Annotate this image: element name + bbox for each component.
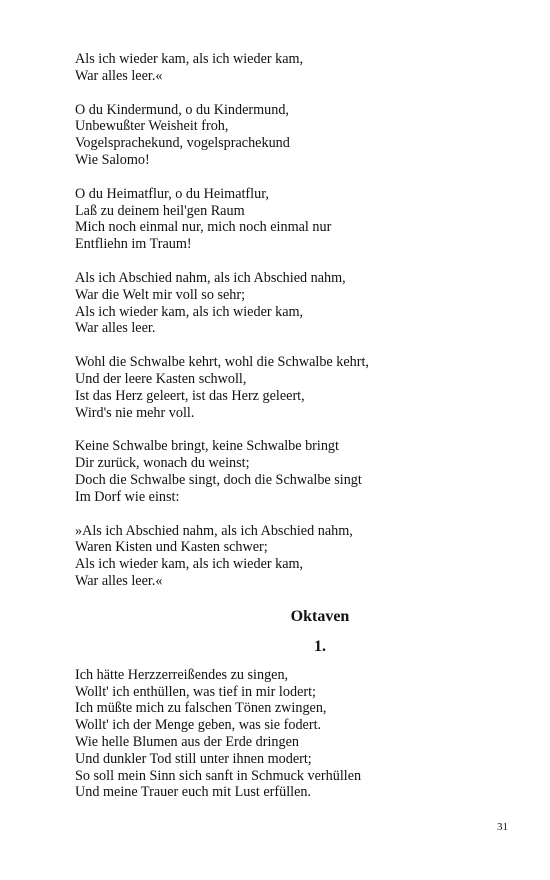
verse-line: O du Kindermund, o du Kindermund, [75, 101, 289, 118]
verse-line: Ich müßte mich zu falschen Tönen zwingen, [75, 700, 327, 717]
verse-line: Wie helle Blumen aus der Erde dringen [75, 733, 299, 750]
stanza [75, 354, 495, 421]
stanza [75, 51, 495, 85]
stanza [75, 523, 495, 590]
stanza [75, 438, 495, 505]
verse-line: Wohl die Schwalbe kehrt, wohl die Schwalbe kehrt, [75, 354, 369, 371]
verse-line: Als ich wieder kam, als ich wieder kam, [75, 51, 304, 67]
verse-line: Unbewußter Weisheit froh, [75, 118, 229, 135]
verse-line: Als ich wieder kam, als ich wieder kam, [75, 556, 304, 573]
verse-line: Ist das Herz geleert, ist das Herz geleert, [75, 387, 305, 404]
stanza [75, 102, 495, 169]
verse-line: Vogelsprachekund, vogelsprachekund [75, 135, 290, 152]
verse-line: Wollt' ich enthüllen, was tief in mir lodert; [75, 683, 316, 700]
verse-line: »Als ich Abschied nahm, als ich Abschied nahm, [75, 522, 353, 539]
verse-line: Waren Kisten und Kasten schwer; [75, 539, 268, 556]
section-number: 1. [314, 637, 326, 655]
verse-line: So soll mein Sinn sich sanft in Schmuck verhüllen [75, 767, 362, 784]
verse-line: Wie Salomo! [75, 151, 150, 168]
verse-line: Dir zurück, wonach du weinst; [75, 455, 250, 472]
page-number: 31 [497, 821, 508, 833]
verse-line: Wollt' ich der Menge geben, was sie fodert. [75, 717, 322, 734]
verse-line: War alles leer.« [75, 67, 163, 84]
verse-line: Im Dorf wie einst: [75, 488, 180, 505]
verse-line: Als ich wieder kam, als ich wieder kam, [75, 303, 304, 320]
stanza [75, 270, 495, 337]
verse-line: War alles leer.« [75, 572, 163, 589]
verse-line: Mich noch einmal nur, mich noch einmal nur [75, 219, 332, 236]
verse-line: Keine Schwalbe bringt, keine Schwalbe bringt [75, 438, 339, 455]
verse-line: Und dunkler Tod still unter ihnen modert; [75, 750, 312, 767]
verse-line: Doch die Schwalbe singt, doch die Schwalbe singt [75, 471, 362, 488]
verse-line: Entfliehn im Traum! [75, 236, 192, 253]
octave-stanza [75, 667, 495, 801]
verse-line: Ich hätte Herzzerreißendes zu singen, [75, 666, 289, 683]
verse-line: O du Heimatflur, o du Heimatflur, [75, 185, 269, 202]
verse-line: Und der leere Kasten schwoll, [75, 370, 247, 387]
verse-line: War die Welt mir voll so sehr; [75, 286, 246, 303]
verse-line: War alles leer. [75, 320, 156, 337]
stanza [75, 186, 495, 253]
verse-line: Und meine Trauer euch mit Lust erfüllen. [75, 784, 312, 801]
verse-line: Als ich Abschied nahm, als ich Abschied nahm, [75, 269, 346, 286]
page-body [75, 51, 495, 818]
verse-line: Laß zu deinem heil'gen Raum [75, 202, 245, 219]
section-title: Oktaven [290, 607, 350, 625]
verse-line: Wird's nie mehr voll. [75, 404, 195, 421]
